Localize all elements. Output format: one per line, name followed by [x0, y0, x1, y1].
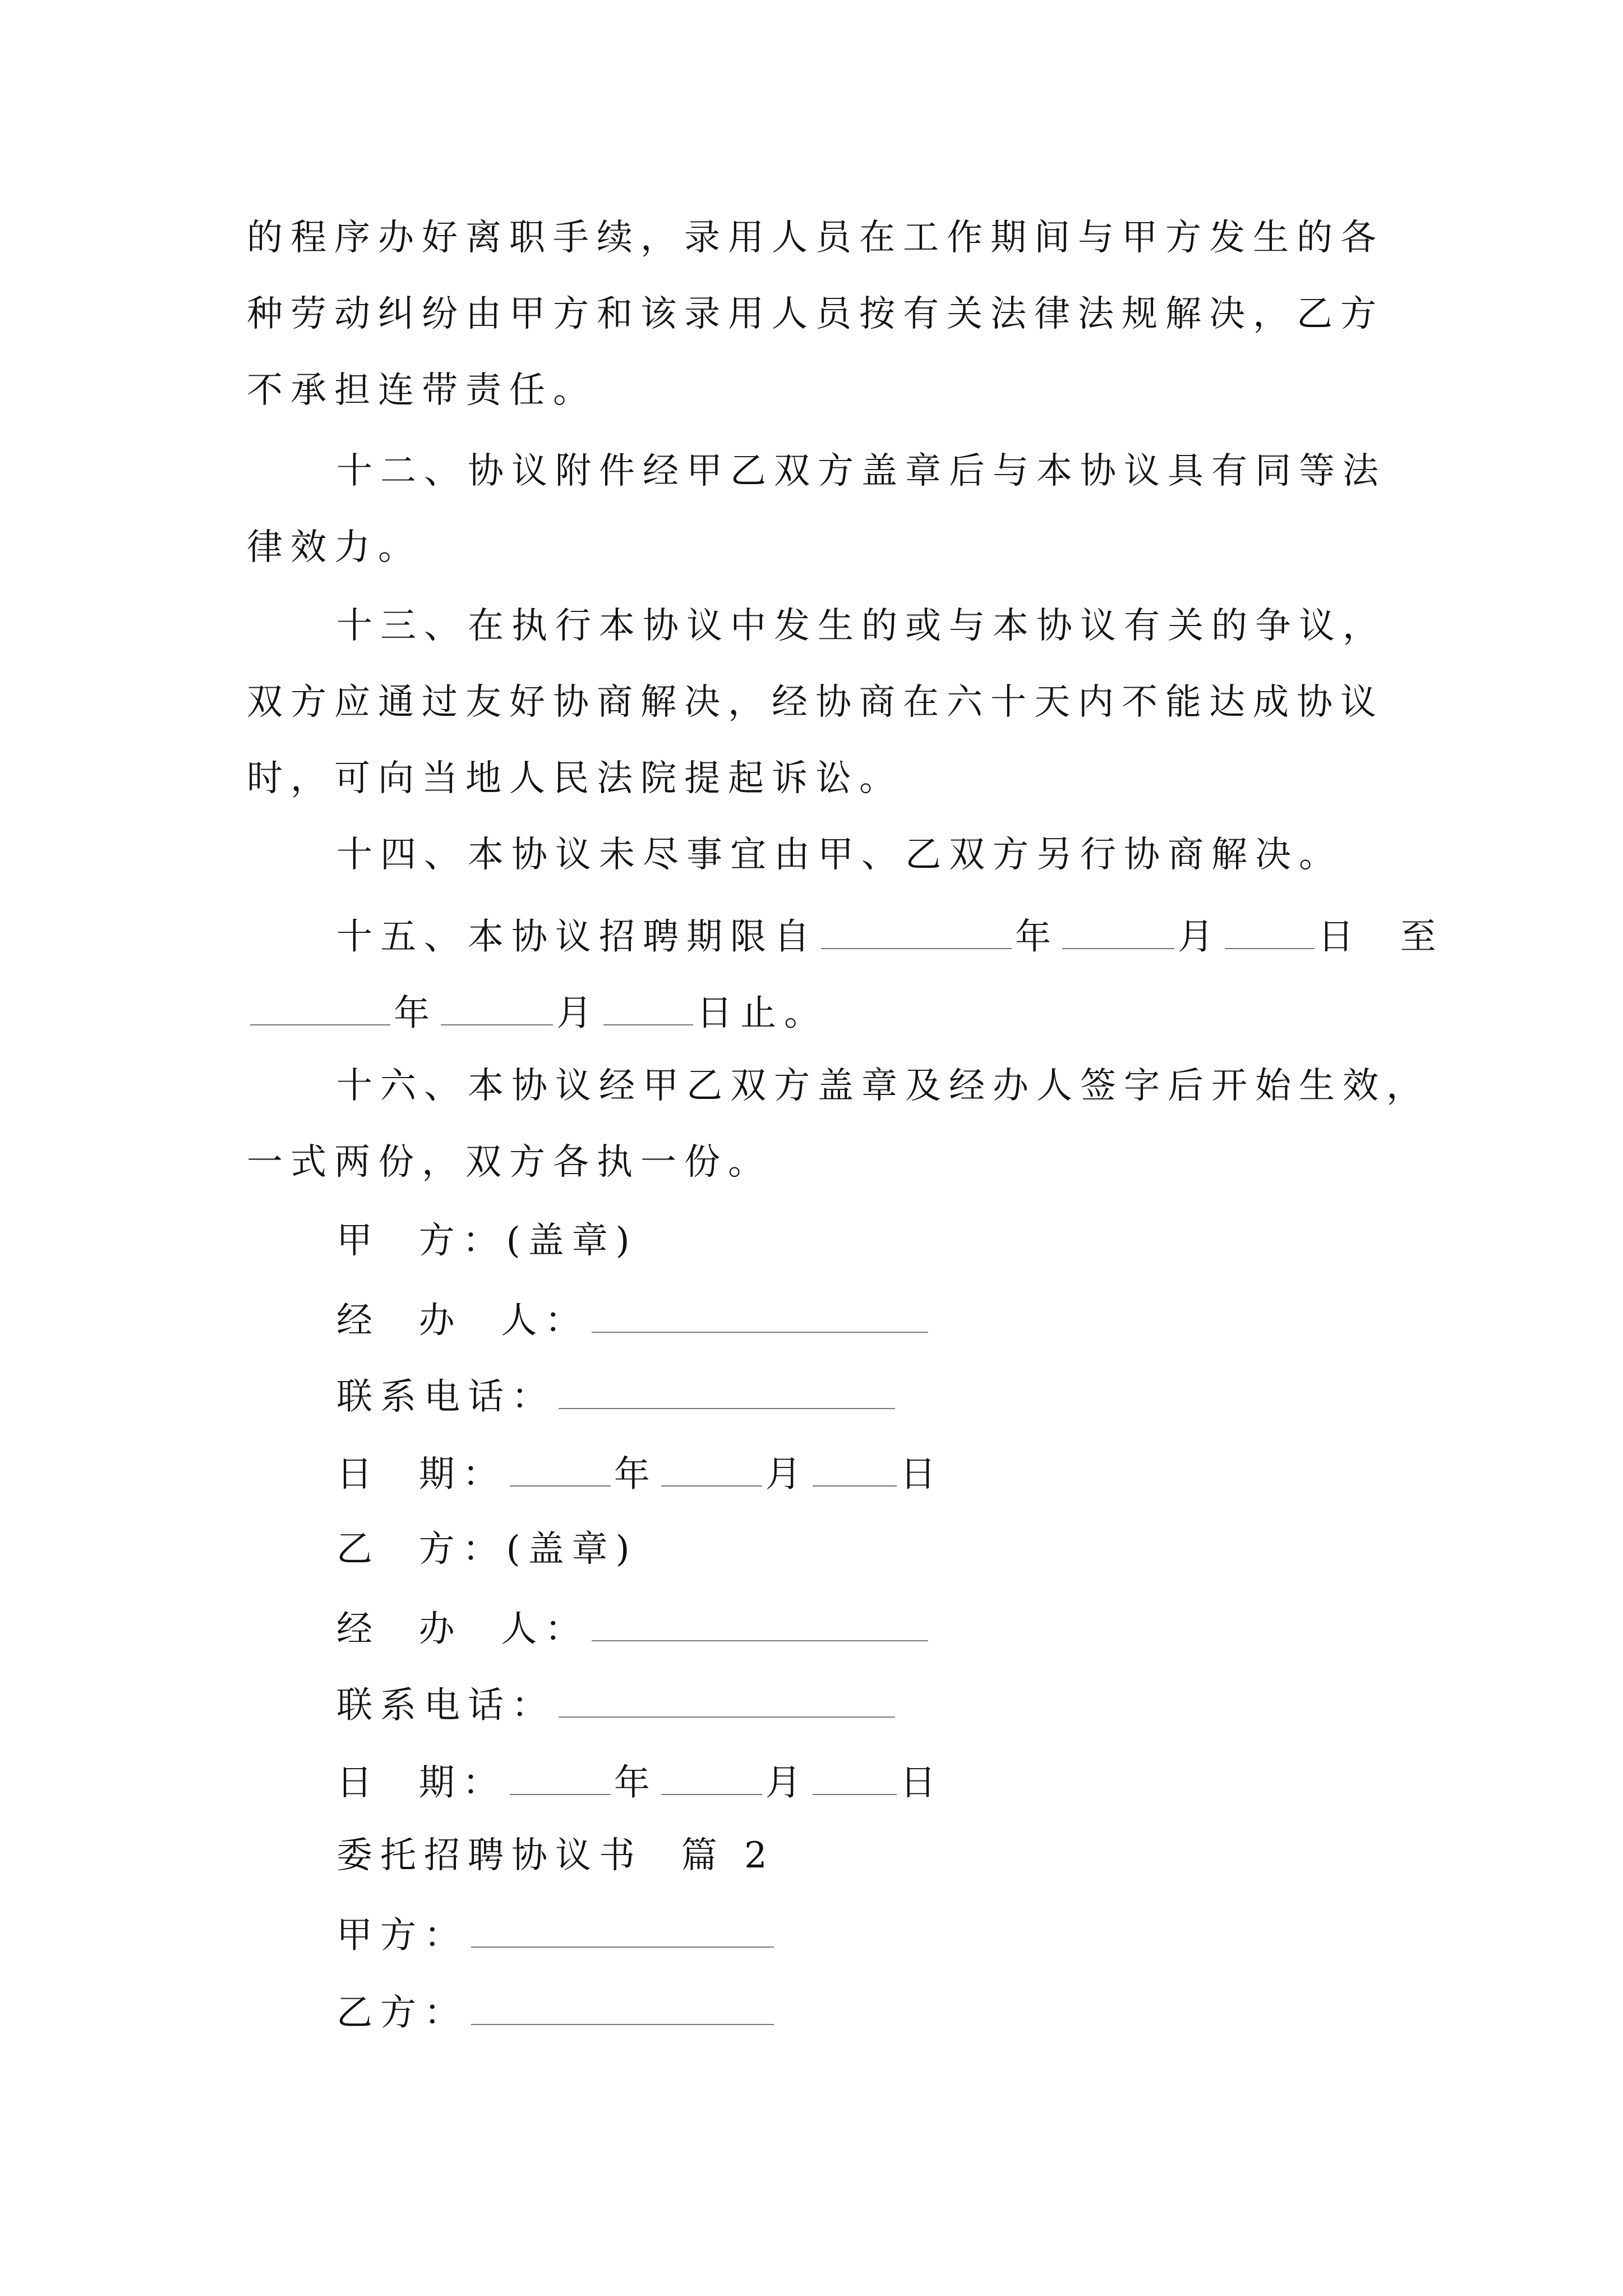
- clause-12-line: 十二、协议附件经甲乙双方盖章后与本协议具有同等法: [336, 450, 1386, 492]
- year-label: 年: [394, 992, 437, 1034]
- clause-16-line: 一式两份，双方各执一份。: [247, 1142, 772, 1183]
- date-label: 日 期：: [336, 1762, 506, 1804]
- clause-13-line: 时，可向当地人民法院提起诉讼。: [247, 758, 903, 799]
- party-a-phone-blank[interactable]: [559, 1375, 895, 1409]
- party-a-agent-row: [336, 1299, 932, 1342]
- party-a-label: 甲方：: [336, 1915, 468, 1957]
- phone-label: 联系电话：: [336, 1376, 555, 1418]
- party-a-day-blank[interactable]: [813, 1453, 897, 1487]
- party-b-day-blank[interactable]: [813, 1761, 897, 1795]
- agent-label: 经 办 人：: [336, 1608, 589, 1650]
- start-year-blank[interactable]: [821, 915, 1012, 949]
- section-2-party-b-blank[interactable]: [471, 1991, 774, 2025]
- section-2-party-a-blank[interactable]: [471, 1914, 774, 1948]
- clause-15-line: [336, 915, 1444, 958]
- year-label: 年: [614, 1453, 658, 1496]
- party-a-agent-blank[interactable]: [592, 1299, 928, 1333]
- start-month-blank[interactable]: [1062, 915, 1174, 949]
- year-label: 年: [1015, 916, 1059, 958]
- section-2-title: 委托招聘协议书 篇 2: [336, 1835, 775, 1876]
- month-label: 月: [765, 1762, 809, 1804]
- end-month-blank[interactable]: [441, 992, 553, 1025]
- party-b-month-blank[interactable]: [661, 1761, 762, 1795]
- paragraph-line: 种劳动纠纷由甲方和该录用人员按有关法律法规解决，乙方: [247, 293, 1384, 335]
- clause-14-line: 十四、本协议未尽事宜由甲、乙双方另行协商解决。: [336, 834, 1343, 876]
- date-label: 日 期：: [336, 1453, 506, 1496]
- party-b-agent-blank[interactable]: [592, 1608, 928, 1641]
- clause-16-line: 十六、本协议经甲乙双方盖章及经办人签字后开始生效，: [336, 1065, 1430, 1107]
- party-a-month-blank[interactable]: [661, 1453, 762, 1487]
- month-label: 月: [1178, 916, 1221, 958]
- party-a-heading: 甲 方：(盖章): [336, 1220, 638, 1262]
- paragraph-line: 不承担连带责任。: [247, 370, 597, 411]
- agent-label: 经 办 人：: [336, 1300, 589, 1342]
- start-day-blank[interactable]: [1225, 915, 1315, 949]
- day-end-label: 日止。: [697, 992, 828, 1034]
- party-a-date-row: [336, 1453, 944, 1496]
- clause-15-prefix: 十五、本协议招聘期限自: [336, 916, 818, 958]
- day-label: 日: [900, 1762, 944, 1804]
- clause-15-line: [247, 992, 828, 1032]
- month-label: 月: [765, 1453, 809, 1496]
- end-year-blank[interactable]: [250, 992, 390, 1025]
- month-label: 月: [556, 992, 600, 1034]
- day-label: 日: [900, 1453, 944, 1496]
- party-b-year-blank[interactable]: [510, 1761, 611, 1795]
- party-b-phone-blank[interactable]: [559, 1684, 895, 1718]
- party-b-date-row: [336, 1761, 944, 1804]
- party-b-phone-row: [336, 1684, 898, 1727]
- day-to-label: 日 至: [1318, 916, 1444, 958]
- end-day-blank[interactable]: [603, 992, 693, 1025]
- phone-label: 联系电话：: [336, 1685, 555, 1727]
- party-a-phone-row: [336, 1375, 898, 1418]
- clause-12-line: 律效力。: [247, 527, 422, 568]
- section-2-party-a-row: [336, 1914, 777, 1957]
- clause-13-line: 十三、在执行本协议中发生的或与本协议有关的争议，: [336, 605, 1386, 647]
- party-b-heading: 乙 方：(盖章): [336, 1529, 638, 1570]
- party-b-agent-row: [336, 1608, 932, 1648]
- year-label: 年: [614, 1762, 658, 1804]
- paragraph-line: 的程序办好离职手续，录用人员在工作期间与甲方发生的各: [247, 217, 1384, 259]
- section-2-party-b-row: [336, 1991, 777, 2034]
- party-a-year-blank[interactable]: [510, 1453, 611, 1487]
- party-b-label: 乙方：: [336, 1992, 468, 2034]
- clause-13-line: 双方应通过友好协商解决，经协商在六十天内不能达成协议: [247, 682, 1384, 723]
